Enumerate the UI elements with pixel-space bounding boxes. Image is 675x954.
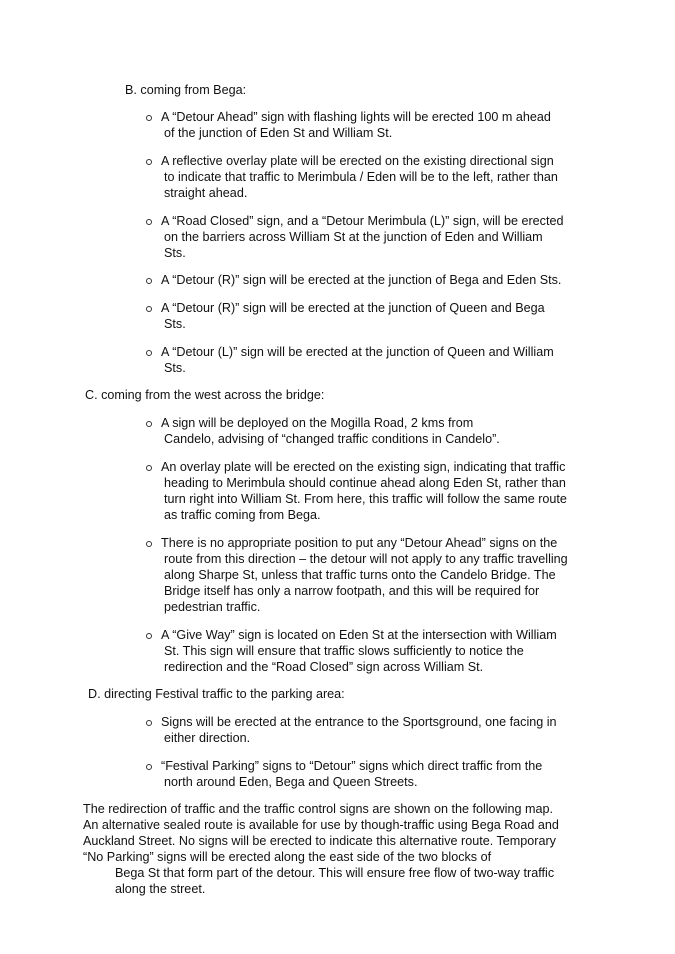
bullet-icon — [146, 159, 152, 165]
bullet-icon — [146, 764, 152, 770]
bullet-icon — [146, 465, 152, 471]
bullet-icon — [146, 278, 152, 284]
list-item-continuation: route from this direction – the detour will not apply to any traffic travelling — [164, 552, 568, 566]
list-item-text: A reflective overlay plate will be erected on the existing directional sign — [161, 154, 554, 168]
list-item-text: An overlay plate will be erected on the existing sign, indicating that traffic — [161, 460, 566, 474]
list-item-continuation: Candelo, advising of “changed traffic conditions in Candelo”. — [164, 432, 500, 446]
list-item-continuation: turn right into William St. From here, this traffic will follow the same route — [164, 492, 567, 506]
list-item-text: A “Detour (L)” sign will be erected at the junction of Queen and William — [161, 345, 554, 359]
section-heading-c: C. coming from the west across the bridge: — [85, 388, 325, 402]
list-item-continuation: straight ahead. — [164, 186, 248, 200]
list-item-text: A “Detour (R)” sign will be erected at the junction of Queen and Bega — [161, 301, 545, 315]
list-item-continuation: on the barriers across William St at the junction of Eden and William — [164, 230, 543, 244]
list-item-text: A “Detour Ahead” sign with flashing lights will be erected 100 m ahead — [161, 110, 551, 124]
list-item-continuation: St. This sign will ensure that traffic slows sufficiently to notice the — [164, 644, 524, 658]
list-item-continuation: heading to Merimbula should continue ahead along Eden St, rather than — [164, 476, 566, 490]
list-item-continuation: Sts. — [164, 361, 186, 375]
bullet-icon — [146, 633, 152, 639]
list-item-text: A “Road Closed” sign, and a “Detour Merimbula (L)” sign, will be erected — [161, 214, 564, 228]
list-item-continuation: to indicate that traffic to Merimbula / Eden will be to the left, rather than — [164, 170, 558, 184]
list-item-continuation: north around Eden, Bega and Queen Streets. — [164, 775, 418, 789]
list-item-continuation: of the junction of Eden St and William St. — [164, 126, 393, 140]
list-item-continuation: pedestrian traffic. — [164, 600, 261, 614]
list-item-text: Signs will be erected at the entrance to the Sportsground, one facing in — [161, 715, 557, 729]
list-item-continuation: as traffic coming from Bega. — [164, 508, 321, 522]
bullet-icon — [146, 350, 152, 356]
list-item-text: “Festival Parking” signs to “Detour” signs which direct traffic from the — [161, 759, 543, 773]
closing-paragraph-line: Auckland Street. No signs will be erected to indicate this alternative route. Temporary — [83, 834, 556, 848]
closing-paragraph-line: “No Parking” signs will be erected along the east side of the two blocks of — [83, 850, 492, 864]
bullet-icon — [146, 720, 152, 726]
bullet-icon — [146, 219, 152, 225]
list-item-text: There is no appropriate position to put any “Detour Ahead” signs on the — [161, 536, 558, 550]
list-item-text: A sign will be deployed on the Mogilla Road, 2 kms from — [161, 416, 474, 430]
bullet-icon — [146, 115, 152, 121]
list-item-text: A “Give Way” sign is located on Eden St at the intersection with William — [161, 628, 557, 642]
section-heading-b: B. coming from Bega: — [125, 83, 247, 97]
list-item-continuation: Sts. — [164, 246, 186, 260]
list-item-continuation: either direction. — [164, 731, 251, 745]
bullet-icon — [146, 421, 152, 427]
list-item-continuation: along Sharpe St, unless that traffic turns onto the Candelo Bridge. The — [164, 568, 556, 582]
bullet-icon — [146, 541, 152, 547]
section-heading-d: D. directing Festival traffic to the parking area: — [88, 687, 345, 701]
bullet-icon — [146, 306, 152, 312]
list-item-continuation: Bridge itself has only a narrow footpath, and this will be required for — [164, 584, 540, 598]
closing-paragraph-line: The redirection of traffic and the traffic control signs are shown on the following map. — [83, 802, 553, 816]
closing-paragraph-line: along the street. — [115, 882, 206, 896]
closing-paragraph-line: Bega St that form part of the detour. This will ensure free flow of two-way traffic — [115, 866, 555, 880]
list-item-continuation: Sts. — [164, 317, 186, 331]
list-item-text: A “Detour (R)” sign will be erected at the junction of Bega and Eden Sts. — [161, 273, 562, 287]
list-item-continuation: redirection and the “Road Closed” sign across William St. — [164, 660, 484, 674]
closing-paragraph-line: An alternative sealed route is available for use by though-traffic using Bega Road and — [83, 818, 559, 832]
